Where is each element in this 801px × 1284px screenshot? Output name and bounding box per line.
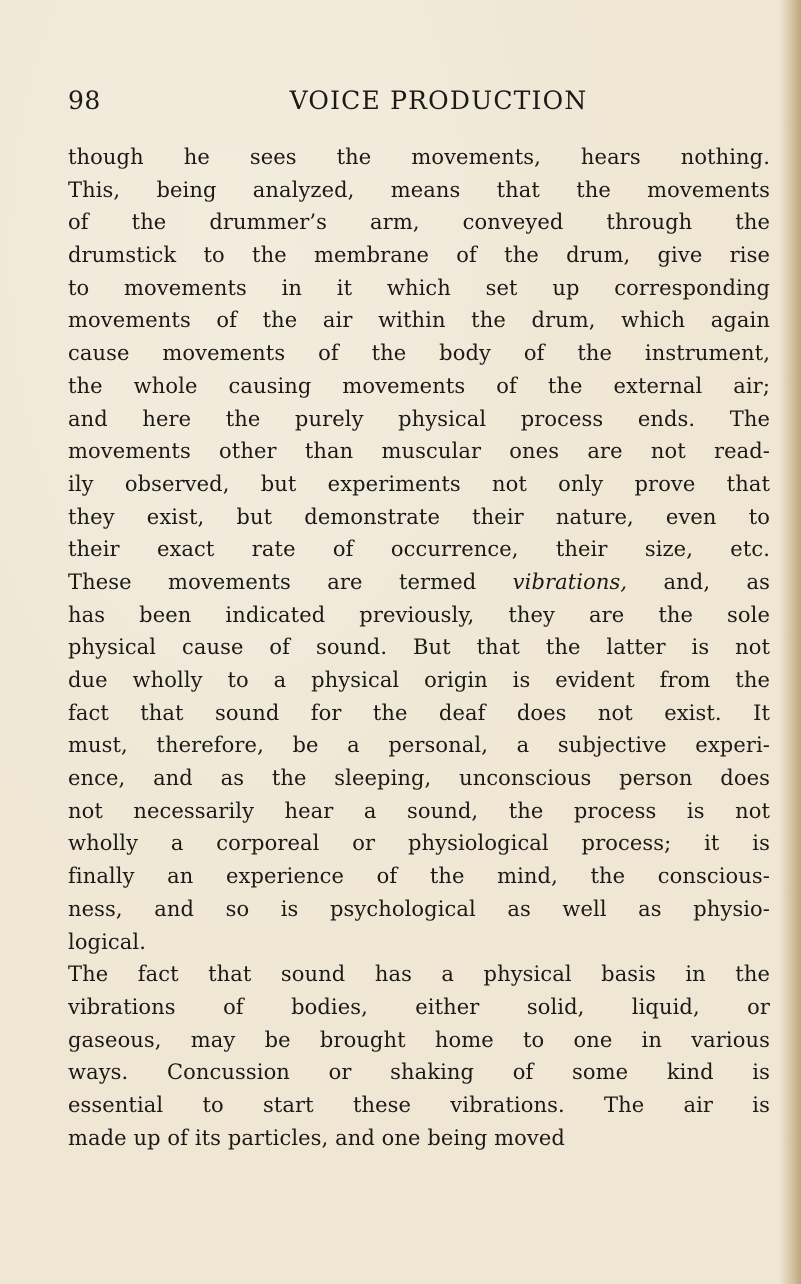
text-line: made up of its particles, and one being moved [68,1125,565,1150]
page-edge-shadow [779,0,801,1284]
text-line: wholly a corporeal or physiological process; it is [68,831,770,856]
text-segment: and, as [627,569,770,594]
text-line: drumstick to the membrane of the drum, give rise [68,243,770,268]
text-line: This, being analyzed, means that the movements [68,177,770,202]
text-line: movements of the air within the drum, which again [68,308,770,333]
text-line: fact that sound for the deaf does not exist. It [68,700,770,725]
text-line: ness, and so is psychological as well as physio- [68,896,770,921]
body-text [68,141,770,1154]
italic-term-vibrations: vibrations, [512,569,628,594]
text-line: vibrations of bodies, either solid, liquid, or [68,994,770,1019]
text-line: and here the purely physical process ends. The [68,406,770,431]
text-line: physical cause of sound. But that the latter is not [68,635,770,660]
text-line: ily observed, but experiments not only prove that [68,471,770,496]
text-line: must, therefore, be a personal, a subjective experi- [68,733,770,758]
text-line: movements other than muscular ones are not read- [68,439,770,464]
text-line: the whole causing movements of the external air; [68,373,770,398]
text-line-paragraph-end: logical. [68,929,146,954]
text-line: finally an experience of the mind, the conscious- [68,864,770,889]
page-header [0,86,801,122]
running-title: VOICE PRODUCTION [289,86,588,115]
text-line: ence, and as the sleeping, unconscious person does [68,766,770,791]
text-line: essential to start these vibrations. The air is [68,1092,770,1117]
page-number: 98 [68,86,101,115]
text-line: gaseous, may be brought home to one in various [68,1027,770,1052]
text-line: due wholly to a physical origin is evident from the [68,668,770,692]
text-line-paragraph-start: The fact that sound has a physical basis in the [68,962,770,987]
text-line: though he sees the movements, hears nothing. [68,145,770,169]
text-line: has been indicated previously, they are the sole [68,602,770,627]
text-line: not necessarily hear a sound, the process is not [68,798,770,823]
text-line: cause movements of the body of the instrument, [68,341,770,366]
text-segment: These movements are termed [68,569,513,594]
text-line: of the drummer’s arm, conveyed through the [68,210,770,235]
text-line-with-italic [68,566,770,599]
text-line: they exist, but demonstrate their nature, even to [68,504,770,529]
text-line: to movements in it which set up corresponding [68,275,770,300]
text-line: their exact rate of occurrence, their size, etc. [68,537,770,562]
text-line: ways. Concussion or shaking of some kind is [68,1060,770,1085]
